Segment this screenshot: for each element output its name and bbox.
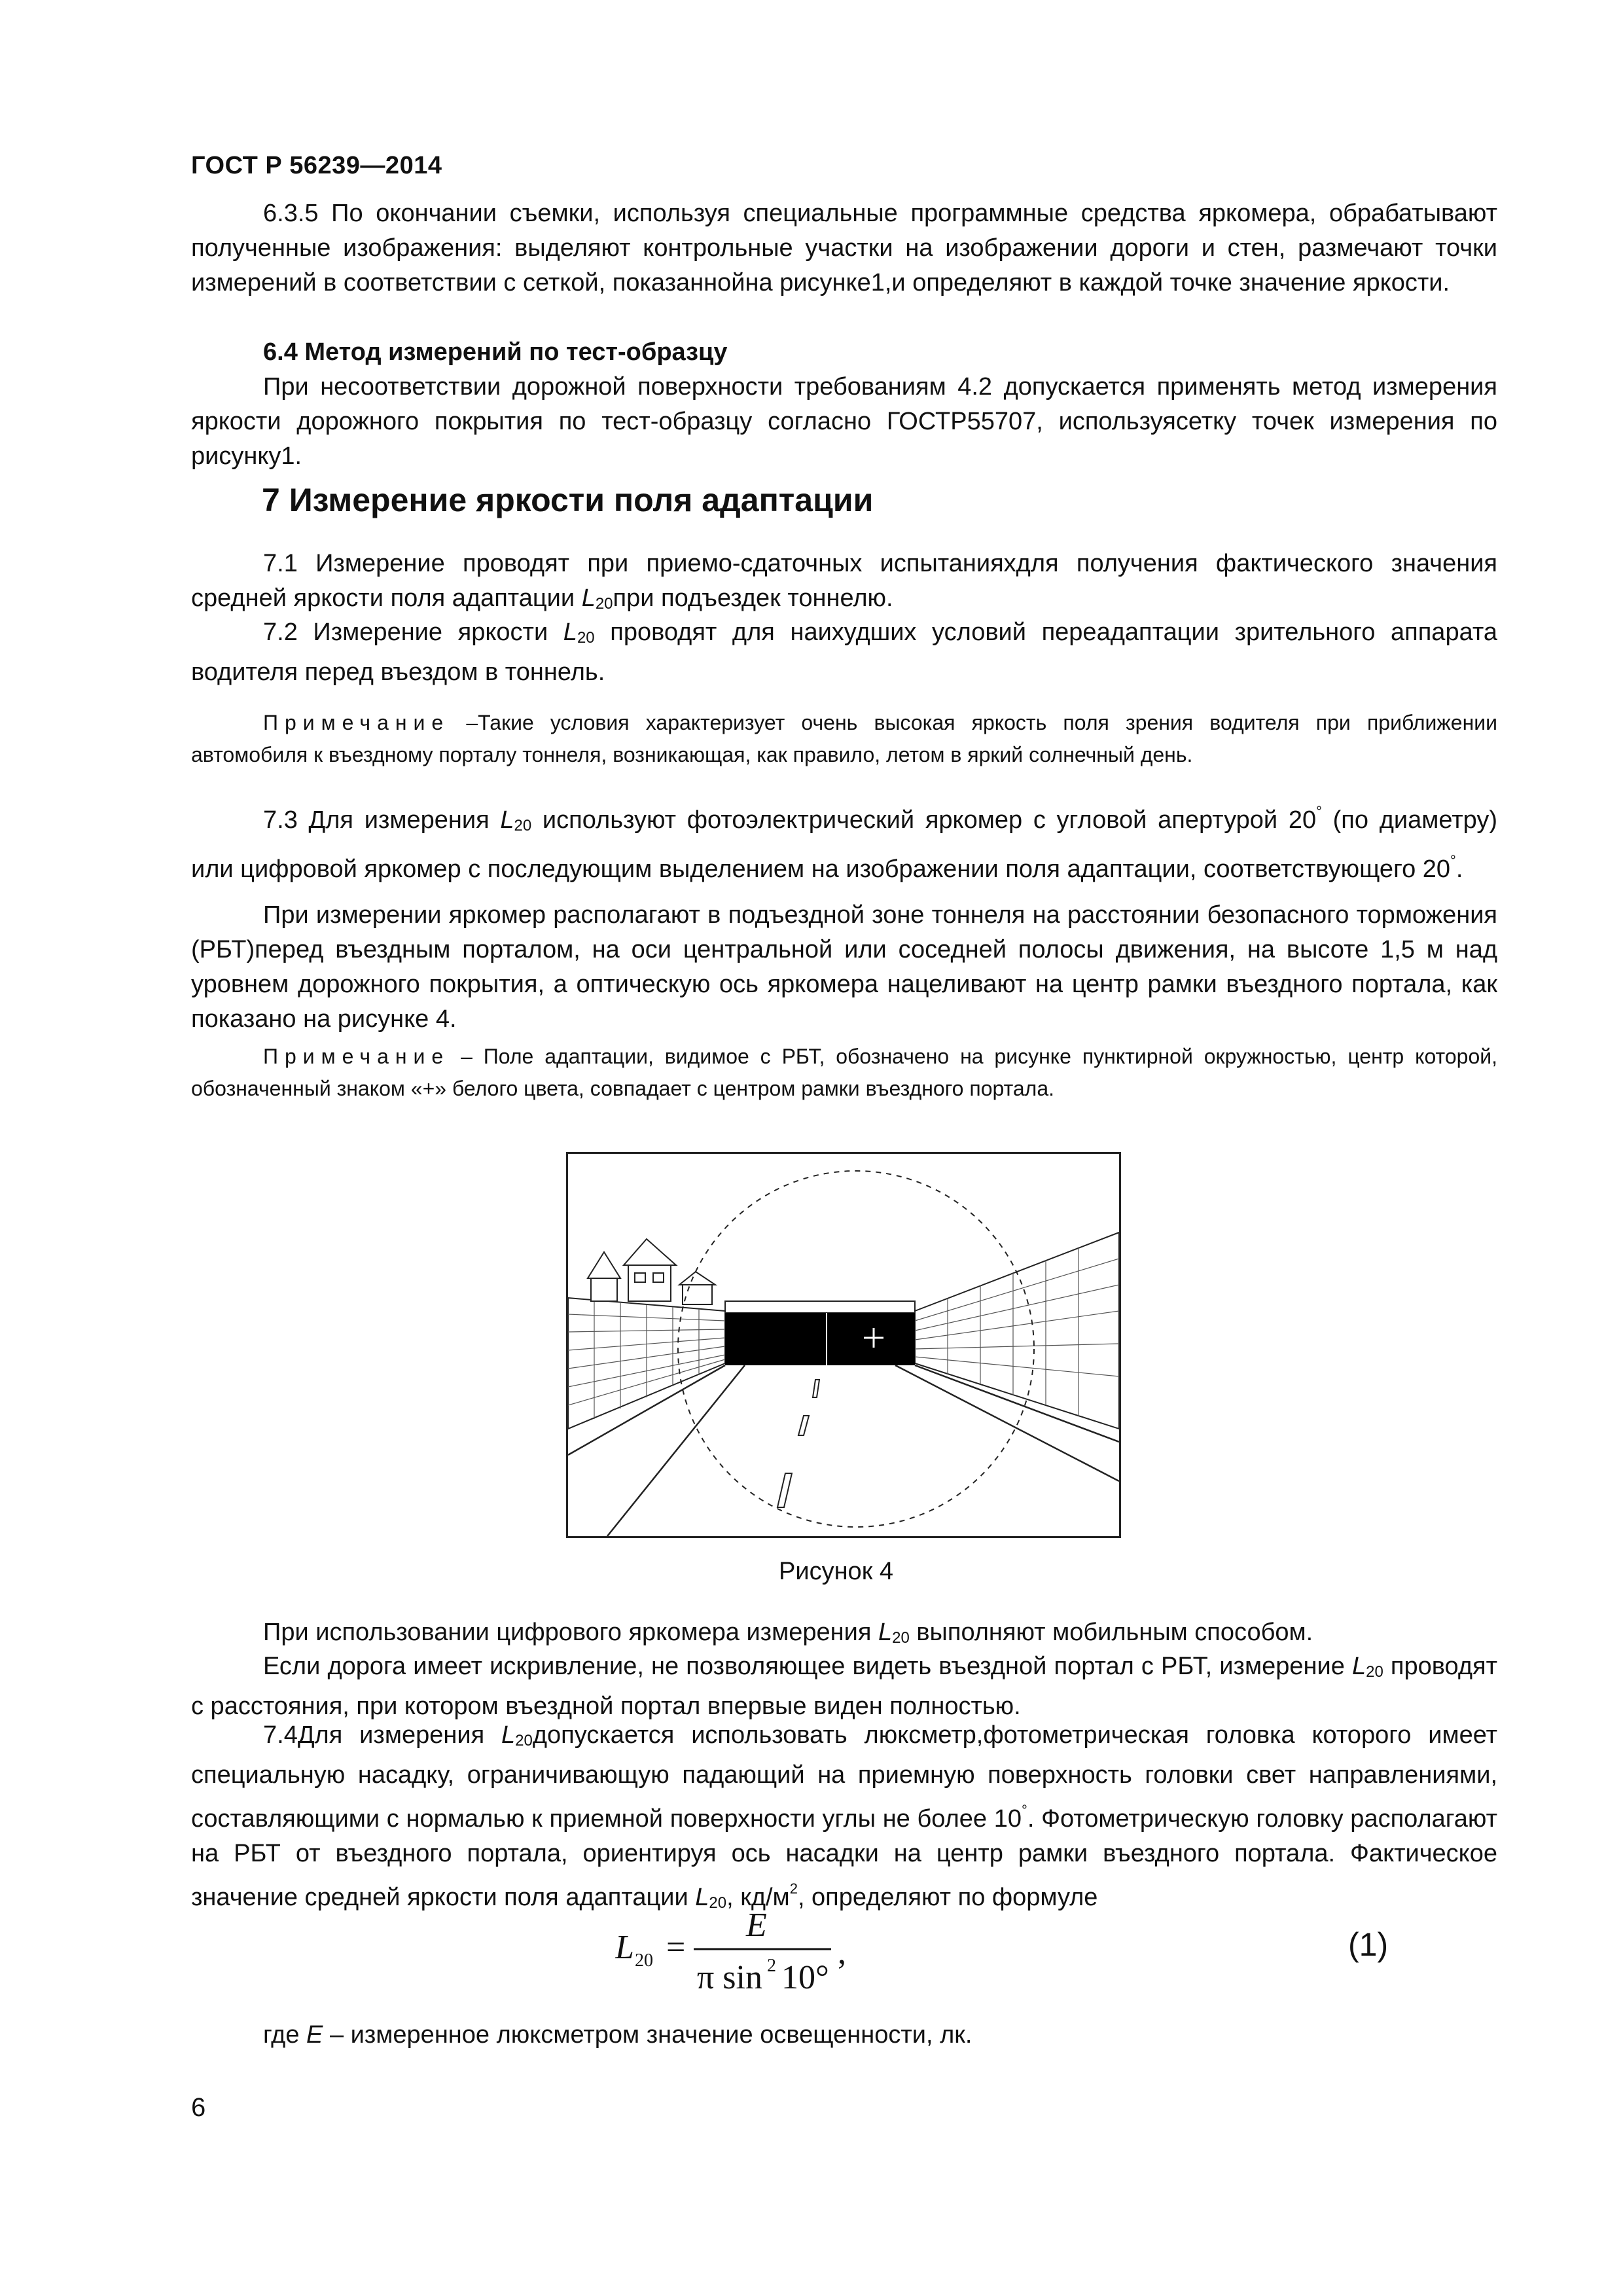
paragraph-where: где E – измеренное люксметром значение освещенности, лк. [263, 2021, 972, 2049]
heading-6-4: 6.4 Метод измерений по тест-образцу [263, 338, 728, 366]
formula-number: (1) [1348, 1926, 1389, 1963]
paragraph-7-2: 7.2 Измерение яркости L20 проводят для наихудших условий переадаптации зрительного аппарата водителя перед въездом в тоннель. [191, 619, 1497, 686]
paragraph-6-3-5: 6.3.5 По окончании съемки, используя специальные программные средства яркомера, обрабатывают полученные изображения: выделяют контрольные участки на изображении дороги и стен, размечают точки измерений в соответствии с сеткой, показаннойна рисунке1,и определяют в каждой точке значение яркости. [191, 200, 1497, 296]
formula-denominator-exponent: 2 [767, 1956, 776, 1976]
paragraph-7-3: 7.3 Для измерения L20 используют фотоэлектрический яркомер с угловой апертурой 20° (по диаметру) или цифровой яркомер с последующим выделением на изображении поля адаптации, соответствующего 20°. [191, 803, 1498, 883]
paragraph-7-4: 7.4Для измерения L20допускается использовать люксметр,фотометрическая головка которого имеет специальную насадку, ограничивающую падающий на приемную поверхность головки свет направлениями, составляющими с нормалью к приемной поверхности углы не более 10°. Фотометрическую головку располагают на РБТ от въездного портала, ориентируя ось насадки на центр рамки въездного портала. Фактическое значение средней яркости поля адаптации L20, $кд/м^2$, определяют по формуле [191, 1721, 1497, 1912]
note-2: Примечание – Поле адаптации, видимое с РБТ, обозначено на рисунке пунктирной окружностью, центр которой, обозначенный знаком «+» белого цвета, совпадает с центром рамки въездного портала. [191, 1045, 1497, 1100]
tunnel-illustration [568, 1154, 1119, 1536]
document-header: ГОСТ Р 56239—2014 [191, 152, 442, 179]
tunnel-portal [725, 1301, 915, 1365]
paragraph-7-1: 7.1 Измерение проводят при приемо-сдаточных испытанияхдля получения фактического значения средней яркости поля адаптации L20при подъездек тоннелю. [191, 550, 1497, 613]
formula-denominator: π sin [697, 1959, 762, 1996]
formula-lhs-sub: 20 [635, 1950, 653, 1971]
section-7-heading: 7 Измерение яркости поля адаптации [262, 482, 874, 518]
paragraph-7-3-placement: При измерении яркомер располагают в подъездной зоне тоннеля на расстоянии безопасного торможения (РБТ)перед въездным порталом, на оси центральной или соседней полосы движения, на высоте 1,5 м над уровнем дорожного покрытия, а оптическую ось яркомера нацеливают на центр рамки въездного портала, как показано на рисунке 4. [191, 901, 1497, 1033]
note-1: Примечание –Такие условия характеризует очень высокая яркость поля зрения водителя при приближении автомобиля к въездному порталу тоннеля, возникающая, как правило, летом в яркий солнечный день. [191, 711, 1497, 766]
paragraph-curved-road: Если дорога имеет искривление, не позволяющее видеть въездной портал с РБТ, измерение L20 проводят с расстояния, при котором въездной портал впервые виден полностью. [191, 1653, 1497, 1720]
formula-comma: , [838, 1934, 846, 1971]
paragraph-6-4: При несоответствии дорожной поверхности требованиям 4.2 допускается применять метод измерения яркости дорожного покрытия по тест-образцу согласно ГОСТР55707, используясетку точек измерения по рисунку1. [191, 373, 1497, 470]
formula-denominator-tail: 10° [781, 1959, 829, 1996]
paragraph-digital-meter: При использовании цифрового яркомера измерения L20 выполняют мобильным способом. [263, 1619, 1313, 1647]
figure-caption: Рисунок 4 [779, 1558, 894, 1585]
formula-lhs: L [615, 1929, 634, 1966]
formula-1 [615, 1898, 955, 2003]
note-label: Примечание [263, 711, 450, 734]
figure-4-tunnel-drawing [566, 1152, 1121, 1538]
page-number: 6 [191, 2093, 206, 2122]
formula-numerator: E [746, 1907, 767, 1944]
formula-equals: = [666, 1929, 686, 1966]
note-label: Примечание [263, 1045, 450, 1068]
